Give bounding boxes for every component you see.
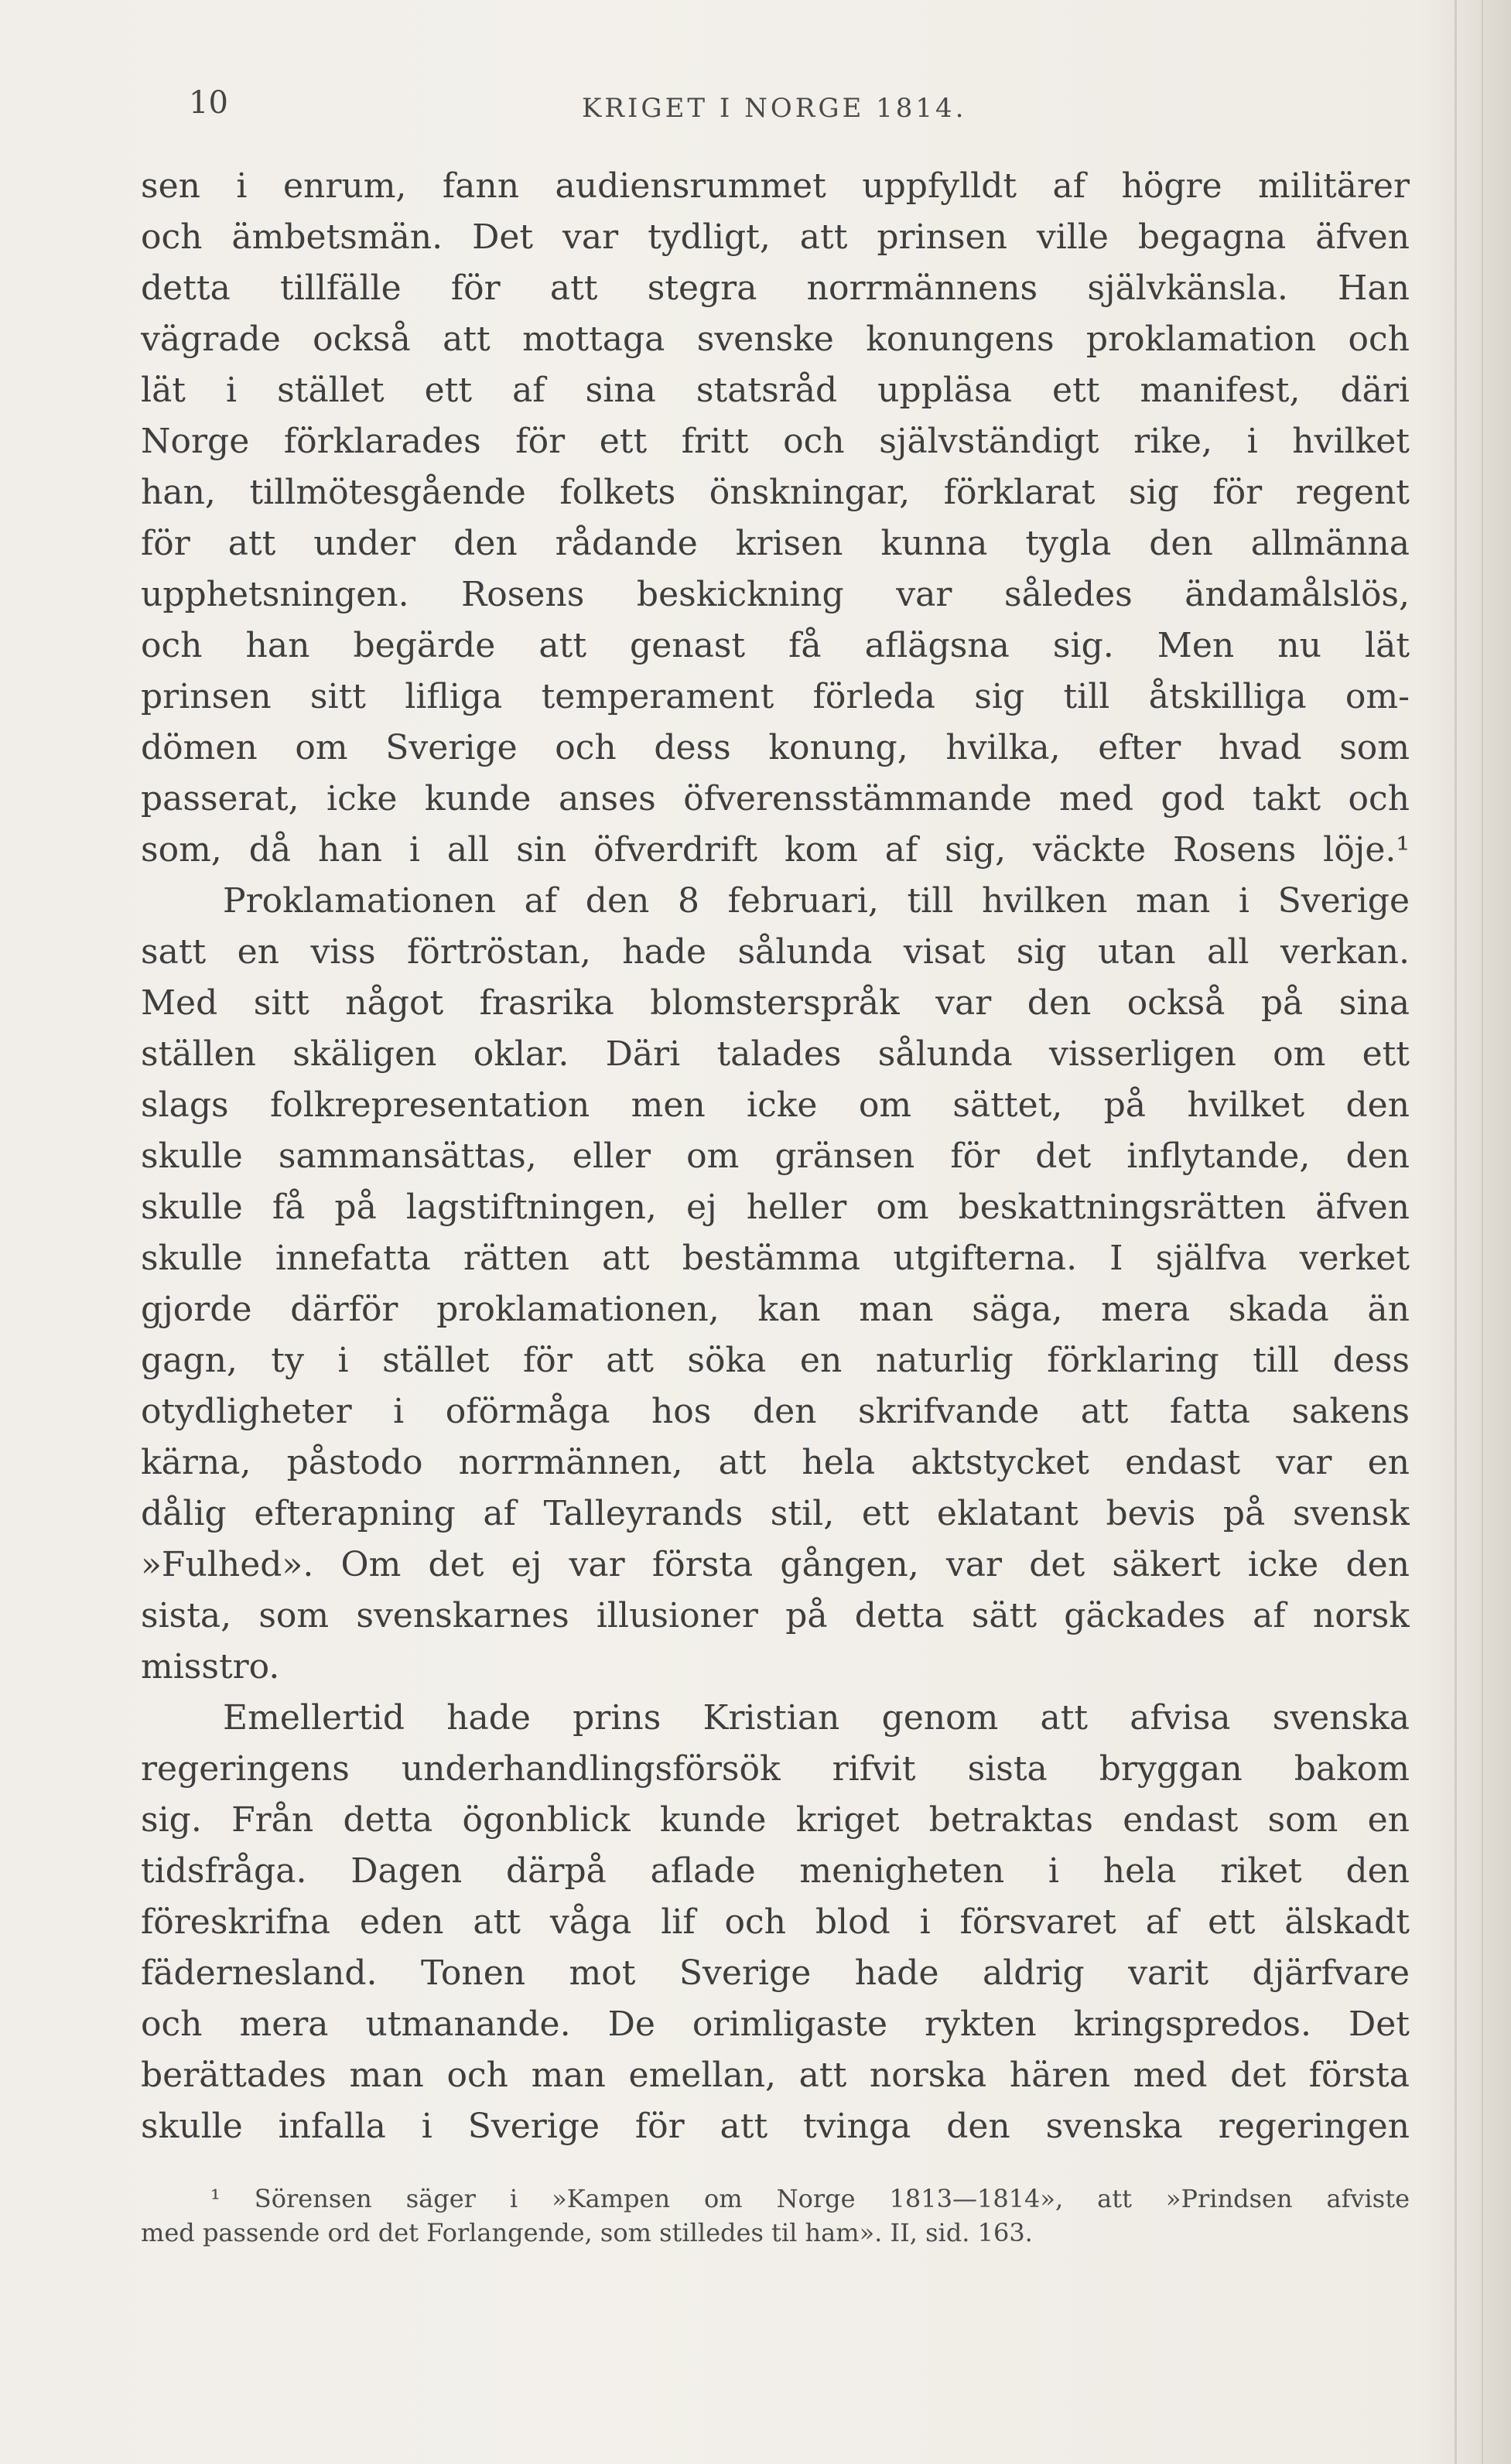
text-line: sen i enrum, fann audiensrummet uppfylldt af högre militärer: [141, 166, 1410, 206]
footnote-line: ¹ Sörensen säger i »Kampen om Norge 1813—1814», att »Prindsen afviste: [210, 2184, 1410, 2213]
text-line: föreskrifna eden att våga lif och blod i försvaret af ett älskadt: [141, 1902, 1410, 1942]
page-number: 10: [189, 85, 228, 121]
footnote-line: med passende ord det Forlangende, som stilledes til ham». II, sid. 163.: [141, 2218, 1033, 2247]
text-line: misstro.: [141, 1647, 280, 1687]
text-line: skulle sammansättas, eller om gränsen för det inflytande, den: [141, 1136, 1410, 1176]
text-line: Proklamationen af den 8 februari, till hvilken man i Sverige: [223, 881, 1410, 921]
text-line: passerat, icke kunde anses öfverensstämmande med god takt och: [141, 779, 1410, 818]
text-line: Emellertid hade prins Kristian genom att afvisa svenska: [223, 1698, 1410, 1738]
text-line: fädernesland. Tonen mot Sverige hade aldrig varit djärfvare: [141, 1953, 1410, 1993]
text-line: lät i stället ett af sina statsråd uppläsa ett manifest, däri: [141, 371, 1410, 410]
text-line: han, tillmötesgående folkets önskningar, förklarat sig för regent: [141, 473, 1410, 512]
page-edge-shadow-outer: [1482, 0, 1483, 2464]
text-line: »Fulhed». Om det ej var första gången, var det säkert icke den: [141, 1545, 1410, 1584]
text-line: satt en viss förtröstan, hade sålunda visat sig utan all verkan.: [141, 932, 1410, 972]
text-line: berättades man och man emellan, att norska hären med det första: [141, 2056, 1410, 2095]
text-line: gjorde därför proklamationen, kan man säga, mera skada än: [141, 1290, 1410, 1329]
text-line: och han begärde att genast få aflägsna sig. Men nu lät: [141, 626, 1410, 665]
text-line: sig. Från detta ögonblick kunde kriget betraktas endast som en: [141, 1800, 1410, 1840]
text-line: kärna, påstodo norrmännen, att hela aktstycket endast var en: [141, 1443, 1410, 1482]
page-header: [141, 85, 1394, 132]
text-line: vägrade också att mottaga svenske konungens proklamation och: [141, 320, 1410, 359]
text-line: skulle innefatta rätten att bestämma utgifterna. I själfva verket: [141, 1239, 1410, 1278]
text-line: upphetsningen. Rosens beskickning var således ändamålslös,: [141, 575, 1410, 614]
text-line: skulle infalla i Sverige för att tvinga den svenska regeringen: [141, 2107, 1410, 2146]
text-line: för att under den rådande krisen kunna tygla den allmänna: [141, 524, 1410, 563]
text-line: tidsfråga. Dagen därpå aflade menigheten i hela riket den: [141, 1851, 1410, 1891]
text-line: Norge förklarades för ett fritt och självständigt rike, i hvilket: [141, 422, 1410, 461]
body-text: [141, 161, 1410, 2152]
text-line: gagn, ty i stället för att söka en naturlig förklaring till dess: [141, 1341, 1410, 1380]
text-line: prinsen sitt lifliga temperament förleda sig till åtskilliga om-: [141, 677, 1410, 716]
text-line: och ämbetsmän. Det var tydligt, att prinsen ville begagna äfven: [141, 217, 1410, 257]
text-line: dålig efterapning af Talleyrands stil, ett eklatant bevis på svensk: [141, 1494, 1410, 1533]
text-line: detta tillfälle för att stegra norrmännens självkänsla. Han: [141, 268, 1410, 308]
text-line: dömen om Sverige och dess konung, hvilka, efter hvad som: [141, 728, 1410, 767]
text-line: som, då han i all sin öfverdrift kom af sig, väckte Rosens löje.¹: [141, 830, 1410, 870]
text-line: ställen skäligen oklar. Däri talades sålunda visserligen om ett: [141, 1034, 1410, 1074]
text-line: skulle få på lagstiftningen, ej heller om beskattningsrätten äfven: [141, 1188, 1410, 1227]
text-line: otydligheter i oförmåga hos den skrifvande att fatta sakens: [141, 1392, 1410, 1431]
page-edge-shadow: [1455, 0, 1457, 2464]
footnotes: [141, 2182, 1410, 2250]
text-line: Med sitt något frasrika blomsterspråk var den också på sina: [141, 983, 1410, 1023]
text-line: regeringens underhandlingsförsök rifvit sista bryggan bakom: [141, 1749, 1410, 1789]
running-title: KRIGET I NORGE 1814.: [582, 93, 967, 124]
text-line: sista, som svenskarnes illusioner på detta sätt gäckades af norsk: [141, 1596, 1410, 1635]
text-line: och mera utmanande. De orimligaste rykten kringspredos. Det: [141, 2004, 1410, 2044]
text-line: slags folkrepresentation men icke om sättet, på hvilket den: [141, 1085, 1410, 1125]
